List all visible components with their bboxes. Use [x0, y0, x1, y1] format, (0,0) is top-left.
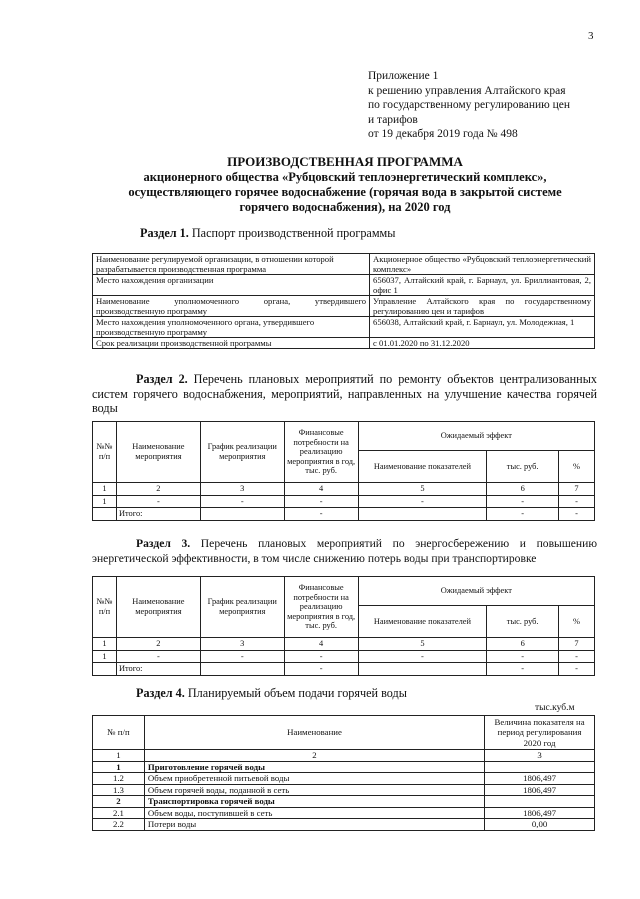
total-label: Итого: [116, 663, 200, 676]
table-row [93, 317, 595, 338]
table-cell: Наименование уполномоченного органа, утвердившего производственную программу [93, 296, 370, 317]
table-cell: 2 [144, 750, 484, 762]
row-name: Приготовление горячей воды [144, 761, 484, 773]
section3-number: Раздел 3. [136, 537, 191, 550]
energy-saving-table [92, 576, 595, 676]
header-value: Величина показателя на период регулирования 2020 год [485, 716, 595, 750]
title-line: осуществляющего горячее водоснабжение (горячая вода в закрытой системе [128, 185, 562, 199]
appendix-line: от 19 декабря 2019 года № 498 [368, 128, 518, 140]
table-header-row [93, 716, 595, 750]
table-cell [200, 663, 284, 676]
header-rub: тыс. руб. [487, 606, 559, 638]
table-cell: - [358, 495, 487, 508]
section1-heading [140, 226, 395, 241]
table-cell: Место нахождения организации [93, 275, 370, 296]
table-cell: - [358, 650, 487, 663]
table-cell: 6 [487, 483, 559, 496]
appendix-line: Приложение 1 [368, 70, 439, 82]
section3-title: Перечень плановых мероприятий по энергосбережению и повышению энергетической эффективности, в том числе снижению потерь воды при транспортировке [92, 537, 597, 565]
table-cell: 1 [93, 750, 145, 762]
table-cell: - [200, 650, 284, 663]
row-value [485, 796, 595, 808]
row-name: Объем приобретенной питьевой воды [144, 773, 484, 785]
total-rub: - [487, 508, 559, 521]
header-pct: % [559, 451, 595, 483]
table-cell: 4 [284, 638, 358, 651]
table-cell: Место нахождения уполномоченного органа, утвердившего производственную программу [93, 317, 370, 338]
table-cell: 1 [93, 495, 117, 508]
table-row [93, 750, 595, 762]
section4-number: Раздел 4. [136, 686, 185, 700]
total-pct: - [559, 663, 595, 676]
table-cell: 1 [93, 638, 117, 651]
table-cell: - [116, 650, 200, 663]
table-cell: 3 [485, 750, 595, 762]
table-cell: - [116, 495, 200, 508]
header-name: Наименование [144, 716, 484, 750]
table-cell: 5 [358, 483, 487, 496]
table-cell: Акционерное общество «Рубцовский теплоэнергетический комплекс» [370, 254, 595, 275]
table-row [93, 761, 595, 773]
row-name: Объем горячей воды, поданной в сеть [144, 784, 484, 796]
total-rub: - [487, 663, 559, 676]
header-finance: Финансовые потребности на реализацию мероприятия в год, тыс. руб. [284, 577, 358, 638]
unit-label: тыс.куб.м [535, 703, 575, 713]
appendix-block [368, 69, 570, 142]
row-number: 1.3 [93, 784, 145, 796]
header-num: №№ п/п [93, 422, 117, 483]
table-cell: 4 [284, 483, 358, 496]
table-cell: Управление Алтайского края по государственному регулированию цен и тарифов [370, 296, 595, 317]
table-cell: 6 [487, 638, 559, 651]
hot-water-volume-table [92, 715, 595, 831]
title-line: ПРОИЗВОДСТВЕННАЯ ПРОГРАММА [227, 154, 463, 169]
total-pct: - [559, 508, 595, 521]
row-name: Транспортировка горячей воды [144, 796, 484, 808]
table-cell: 1 [93, 650, 117, 663]
header-name: Наименование мероприятия [116, 422, 200, 483]
repair-measures-table [92, 421, 595, 521]
header-num: №№ п/п [93, 577, 117, 638]
header-schedule: График реализации мероприятия [200, 422, 284, 483]
row-name: Объем воды, поступившей в сеть [144, 807, 484, 819]
table-cell: 656037, Алтайский край, г. Барнаул, ул. Бриллиантовая, 2, офис 1 [370, 275, 595, 296]
table-row [93, 773, 595, 785]
table-row [93, 254, 595, 275]
header-effect: Ожидаемый эффект [358, 422, 594, 451]
total-label: Итого: [116, 508, 200, 521]
table-row [93, 275, 595, 296]
header-name: Наименование мероприятия [116, 577, 200, 638]
table-cell [200, 508, 284, 521]
table-header-row [93, 577, 595, 606]
appendix-line: к решению управления Алтайского края [368, 84, 566, 97]
table-row [93, 483, 595, 496]
table-row [93, 638, 595, 651]
table-cell: Наименование регулируемой организации, в отношении которой разрабатывается производственная программа [93, 254, 370, 275]
table-cell: Срок реализации производственной программы [93, 338, 370, 349]
table-row [93, 807, 595, 819]
appendix-line: по государственному регулированию цен [368, 99, 571, 111]
section1-title: Паспорт производственной программы [188, 226, 396, 240]
table-cell: 1 [93, 483, 117, 496]
section3-heading [92, 537, 597, 566]
table-row [93, 296, 595, 317]
header-num: № п/п [93, 716, 145, 750]
table-cell [93, 663, 117, 676]
row-value: 1806,497 [485, 784, 595, 796]
table-row [93, 338, 595, 349]
table-cell: 3 [200, 483, 284, 496]
header-schedule: График реализации мероприятия [200, 577, 284, 638]
table-cell: 2 [116, 638, 200, 651]
page-number: 3 [588, 30, 594, 42]
table-cell: с 01.01.2020 по 31.12.2020 [370, 338, 595, 349]
table-header-row [93, 422, 595, 451]
appendix-line: и тарифов [368, 113, 418, 126]
table-cell: 7 [559, 483, 595, 496]
title-line: акционерного общества «Рубцовский теплоэнергетический комплекс», [143, 170, 547, 184]
row-number: 1.2 [93, 773, 145, 785]
total-finance: - [284, 508, 358, 521]
table-total-row [93, 663, 595, 676]
row-value: 1806,497 [485, 773, 595, 785]
section2-title: Перечень плановых мероприятий по ремонту объектов централизованных систем горячего водоснабжения, мероприятий, направленных на улучшение качества горячей воды [92, 372, 597, 415]
header-indicator: Наименование показателей [358, 451, 487, 483]
table-cell: 3 [200, 638, 284, 651]
table-row [93, 819, 595, 831]
table-row [93, 495, 595, 508]
row-number: 1 [93, 761, 145, 773]
document-title [40, 154, 640, 215]
table-cell: - [559, 650, 595, 663]
table-cell: 7 [559, 638, 595, 651]
table-row [93, 784, 595, 796]
header-effect: Ожидаемый эффект [358, 577, 594, 606]
header-finance: Финансовые потребности на реализацию мероприятия в год, тыс. руб. [284, 422, 358, 483]
table-cell [358, 508, 487, 521]
row-number: 2.1 [93, 807, 145, 819]
table-cell: - [200, 495, 284, 508]
table-cell: 5 [358, 638, 487, 651]
table-cell: - [487, 650, 559, 663]
table-row [93, 650, 595, 663]
section1-number: Раздел 1. [140, 226, 189, 240]
table-cell [93, 508, 117, 521]
row-name: Потери воды [144, 819, 484, 831]
table-cell: 656038, Алтайский край, г. Барнаул, ул. Молодежная, 1 [370, 317, 595, 338]
passport-table [92, 253, 595, 349]
row-value: 1806,497 [485, 807, 595, 819]
total-finance: - [284, 663, 358, 676]
header-indicator: Наименование показателей [358, 606, 487, 638]
table-cell: - [284, 650, 358, 663]
table-cell: - [284, 495, 358, 508]
section2-heading [92, 372, 597, 416]
header-pct: % [559, 606, 595, 638]
section4-heading [136, 686, 407, 701]
row-value [485, 761, 595, 773]
table-cell: - [559, 495, 595, 508]
row-value: 0,00 [485, 819, 595, 831]
table-cell [358, 663, 487, 676]
section4-title: Планируемый объем подачи горячей воды [184, 686, 407, 700]
table-total-row [93, 508, 595, 521]
table-cell: 2 [116, 483, 200, 496]
row-number: 2.2 [93, 819, 145, 831]
header-rub: тыс. руб. [487, 451, 559, 483]
row-number: 2 [93, 796, 145, 808]
section2-number: Раздел 2. [136, 372, 188, 386]
table-row [93, 796, 595, 808]
title-line: горячего водоснабжения), на 2020 год [239, 200, 451, 214]
table-cell: - [487, 495, 559, 508]
